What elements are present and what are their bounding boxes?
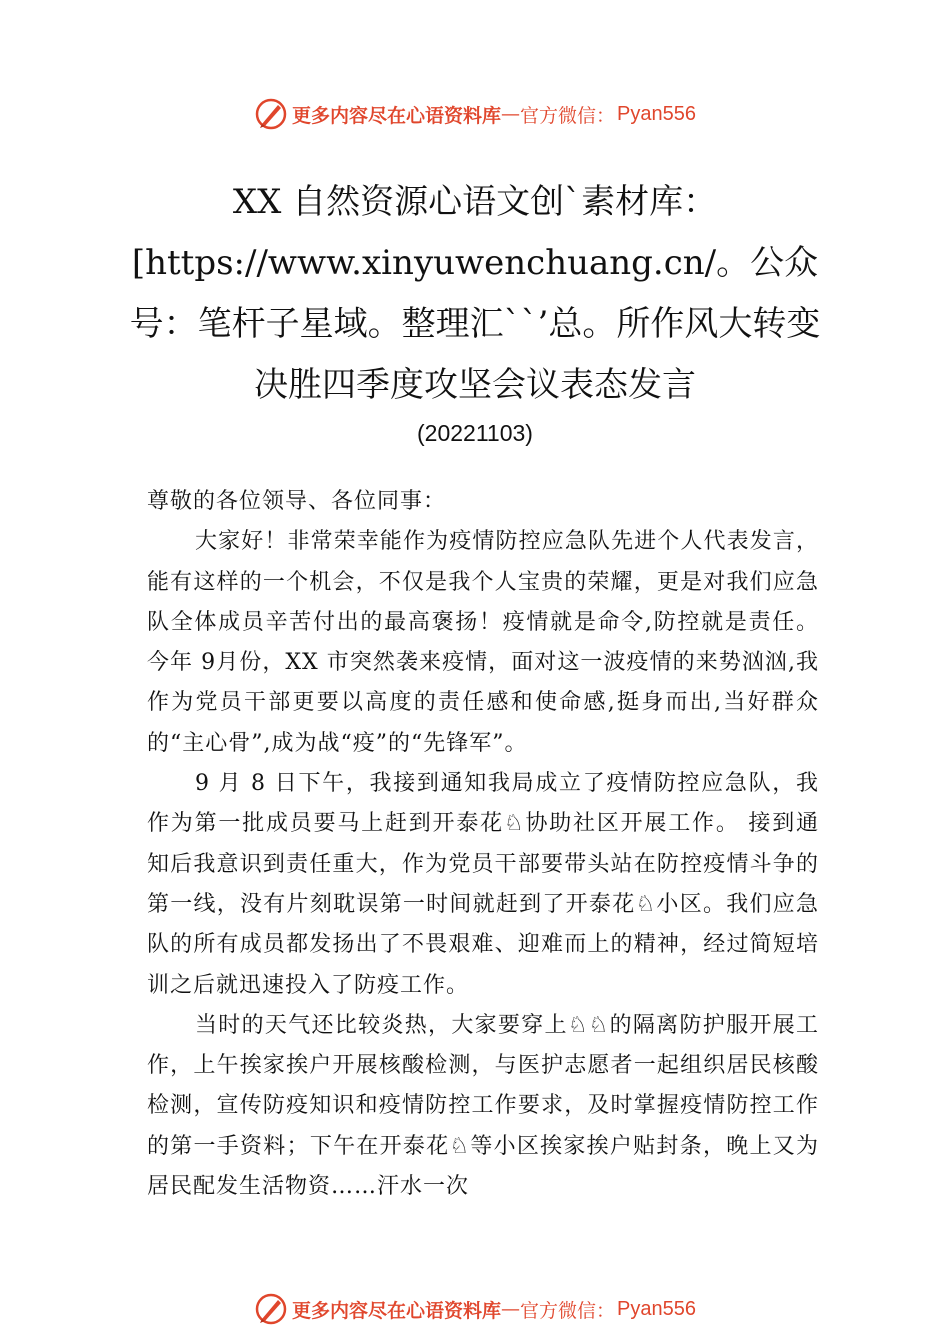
banner-wechat-id: Pyan556 xyxy=(617,1297,696,1320)
banner-dash: — xyxy=(501,1298,521,1320)
paragraph: 大家好！非常荣幸能作为疫情防控应急队先进个人代表发言，能有这样的一个机会，不仅是我个人宝贵的荣耀，更是对我们应急队全体成员辛苦付出的最高褒扬！疫情就是命令,防控就是责任。今年 9月份，XX 市突然袭来疫情，面对这一波疫情的来势汹汹,我作为党员干部更要以高度的责任感和使命感,挺身而出,当好群众的“主心骨”,成为战“疫”的“先锋军”。 xyxy=(147,529,819,756)
document-date: (20221103) xyxy=(417,420,533,446)
document-body xyxy=(147,482,819,1207)
banner-brand: 更多内容尽在心语资料库 xyxy=(292,104,502,127)
banner-wechat-label: 官方微信： xyxy=(520,104,616,127)
banner-wechat-id: Pyan556 xyxy=(617,102,696,125)
pen-logo-icon xyxy=(254,97,288,131)
banner-dash: — xyxy=(501,103,521,125)
salutation: 尊敬的各位领导、各位同事： xyxy=(147,489,447,514)
pen-logo-icon xyxy=(254,1292,288,1326)
banner-wechat-label: 官方微信： xyxy=(520,1299,616,1322)
document-title: XX 自然资源心语文创`素材库：[https://www.xinyuwenchuang.cn/。公众号：笔杆子星域。整理汇``’总。所作风大转变决胜四季度攻坚会议表态发言 xyxy=(129,182,821,405)
paragraph: 当时的天气还比较炎热，大家要穿上♘♘的隔离防护服开展工作，上午挨家挨户开展核酸检测，与医护志愿者一起组织居民核酸检测，宣传防疫知识和疫情防控工作要求，及时掌握疫情防控工作的第一手资料；下午在开泰花♘等小区挨家挨户贴封条，晚上又为居民配发生活物资……汗水一次 xyxy=(147,1012,819,1200)
footer-banner xyxy=(0,1289,950,1329)
header-banner xyxy=(0,94,950,134)
banner-brand: 更多内容尽在心语资料库 xyxy=(292,1299,502,1322)
paragraph: 9 月 8 日下午，我接到通知我局成立了疫情防控应急队，我作为第一批成员要马上赶到开泰花♘协助社区开展工作。 接到通知后我意识到责任重大，作为党员干部要带头站在防控疫情斗争的第一线，没有片刻耽误第一时间就赶到了开泰花♘小区。我们应急队的所有成员都发扬出了不畏艰难、迎难而上的精神，经过简短培训之后就迅速投入了防疫工作。 xyxy=(147,771,819,998)
